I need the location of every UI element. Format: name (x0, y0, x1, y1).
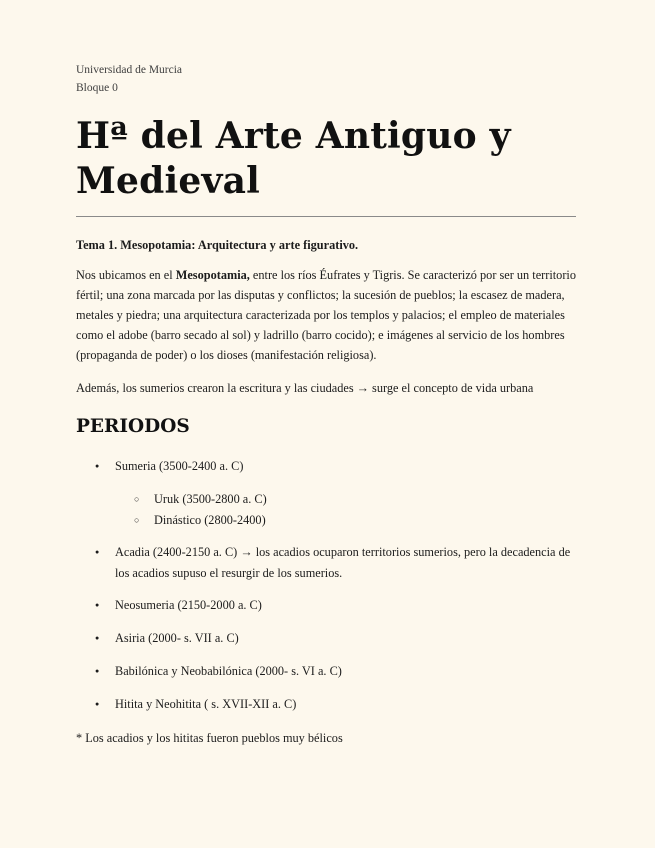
periods-heading: PERIODOS (76, 416, 190, 437)
footnote: * Los acadios y los hititas fueron pueblos muy bélicos (76, 731, 343, 745)
period-asiria: ● Asiria (2000- s. VII a. C) (115, 628, 579, 649)
university-name: Universidad de Murcia (76, 64, 183, 76)
period-babilonica: ● Babilónica y Neobabilónica (2000- s. VI a. C) (115, 661, 579, 682)
period-sumeria: ● Sumeria (3500-2400 a. C) (115, 456, 579, 477)
intro-lead: Nos ubicamos en el (76, 268, 176, 282)
page-title: Hª del Arte Antiguo y Medieval (76, 115, 511, 202)
period-hitita: ● Hitita y Neohitita ( s. XVII-XII a. C) (115, 694, 579, 715)
intro-bold: Mesopotamia, (175, 268, 250, 282)
period-neosumeria: ● Neosumeria (2150-2000 a. C) (115, 595, 579, 616)
period-uruk: ○ Uruk (3500-2800 a. C) (154, 489, 574, 510)
urban-life-paragraph: Además, los sumerios crearon la escritura y las ciudades → surge el concepto de vida urbana (76, 381, 534, 395)
intro-rest: entre los ríos Éufrates y Tigris. Se caracterizó por ser un territorio fértil; una zona marcada por las disputas y conflictos; la sucesión de pueblos; la escasez de madera, metales y piedra; una arquitectura caracterizada por los templos y palacios; el empleo de materiales como el adobe (barro secado al sol) y ladrillo (barro cocido); e imágenes al servicio de los hombres (propaganda de poder) o los dioses (manifestación religiosa). (76, 268, 576, 362)
topic-heading: Tema 1. Mesopotamia: Arquitectura y arte figurativo. (76, 238, 359, 252)
intro-paragraph (76, 265, 578, 365)
period-acadia: ● Acadia (2400-2150 a. C) → los acadios ocuparon territorios sumerios, pero la decadencia de los acadios supuso el resurgir de los sumerios. (115, 542, 579, 584)
block-label: Bloque 0 (76, 82, 118, 94)
period-dinastico: ○ Dinástico (2800-2400) (154, 510, 574, 531)
title-divider (76, 216, 576, 217)
